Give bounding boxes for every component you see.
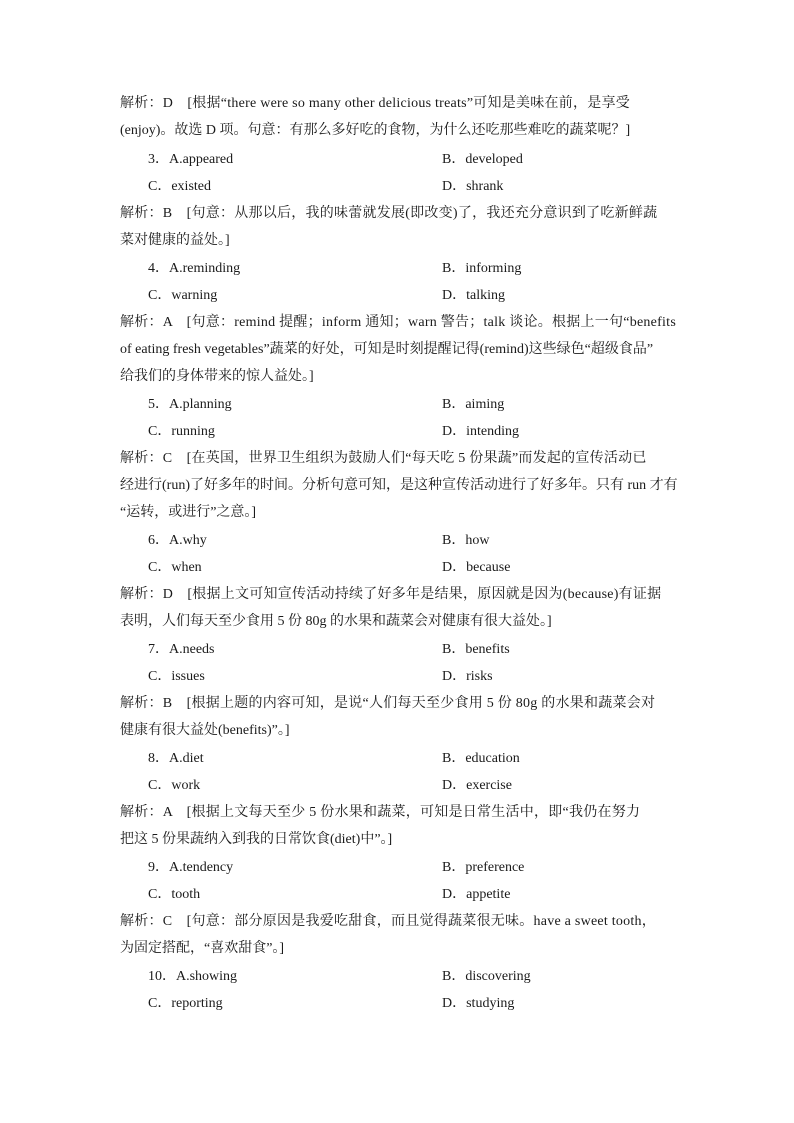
option-d: D．appetite — [442, 887, 511, 902]
question-row — [148, 667, 688, 687]
option-d: D．because — [442, 560, 511, 575]
option-c: C．when — [148, 560, 202, 575]
explanation-line: 解析：D [根据“there were so many other delicious treats”可知是美味在前，是享受 — [120, 96, 631, 111]
option-a: 10．A.showing — [148, 969, 238, 984]
option-c: C．issues — [148, 669, 205, 684]
option-a: 9．A.tendency — [148, 860, 234, 875]
question-row — [148, 150, 688, 170]
option-d: D．shrank — [442, 179, 504, 194]
explanation-line: 解析：A [根据上文每天至少 5 份水果和蔬菜，可知是日常生活中，即“我仍在努力 — [120, 805, 641, 820]
option-d: D．risks — [442, 669, 493, 684]
question-row — [148, 885, 688, 905]
question-row — [148, 259, 688, 279]
explanation-line: 经进行(run)了好多年的时间。分析句意可知，是这种宣传活动进行了好多年。只有 run 才有 — [120, 478, 678, 493]
option-d: D．talking — [442, 288, 505, 303]
explanation-line: 解析：C [句意：部分原因是我爱吃甜食，而且觉得蔬菜很无味。have a sweet tooth， — [120, 914, 657, 929]
option-a: 3．A.appeared — [148, 152, 234, 167]
option-b: B．education — [442, 751, 520, 766]
option-a: 6．A.why — [148, 533, 207, 548]
explanation-line: 解析：A [句意：remind 提醒；inform 通知；warn 警告；talk 谈论。根据上一句“benefits — [120, 315, 677, 330]
question-row — [148, 286, 688, 306]
explanation-line: 健康有很大益处(benefits)”。] — [120, 723, 290, 738]
question-row — [148, 967, 688, 987]
explanation-line: 解析：B [根据上题的内容可知，是说“人们每天至少食用 5 份 80g 的水果和蔬菜会对 — [120, 696, 656, 711]
question-row — [148, 776, 688, 796]
question-row — [148, 858, 688, 878]
option-c: C．running — [148, 424, 215, 439]
option-b: B．benefits — [442, 642, 510, 657]
explanation-line: 给我们的身体带来的惊人益处。] — [120, 369, 314, 384]
option-b: B．developed — [442, 152, 523, 167]
explanation-line: “运转，或进行”之意。] — [120, 505, 257, 520]
option-d: D．intending — [442, 424, 519, 439]
explanation-line: 菜对健康的益处。] — [120, 233, 230, 248]
explanation-line: of eating fresh vegetables”蔬菜的好处，可知是时刻提醒记得(remind)这些绿色“超级食品” — [120, 342, 654, 357]
explanation-line: 解析：B [句意：从那以后，我的味蕾就发展(即改变)了，我还充分意识到了吃新鲜蔬 — [120, 206, 658, 221]
option-c: C．tooth — [148, 887, 201, 902]
option-b: B．aiming — [442, 397, 505, 412]
option-b: B．discovering — [442, 969, 531, 984]
explanation-line: 解析：D [根据上文可知宣传活动持续了好多年是结果，原因就是因为(because)有证据 — [120, 587, 662, 602]
question-row — [148, 395, 688, 415]
option-c: C．work — [148, 778, 201, 793]
explanation-line: (enjoy)。故选 D 项。句意：有那么多好吃的食物，为什么还吃那些难吃的蔬菜呢？] — [120, 123, 631, 138]
option-b: B．preference — [442, 860, 525, 875]
explanation-line: 解析：C [在英国，世界卫生组织为鼓励人们“每天吃 5 份果蔬”而发起的宣传活动已 — [120, 451, 647, 466]
option-d: D．exercise — [442, 778, 512, 793]
explanation-line: 表明，人们每天至少食用 5 份 80g 的水果和蔬菜会对健康有很大益处。] — [120, 614, 552, 629]
question-row — [148, 640, 688, 660]
question-row — [148, 749, 688, 769]
option-a: 4．A.reminding — [148, 261, 241, 276]
option-d: D．studying — [442, 996, 515, 1011]
option-c: C．warning — [148, 288, 218, 303]
question-row — [148, 531, 688, 551]
question-row — [148, 558, 688, 578]
option-a: 7．A.needs — [148, 642, 215, 657]
option-b: B．how — [442, 533, 490, 548]
explanation-line: 把这 5 份果蔬纳入到我的日常饮食(diet)中”。] — [120, 832, 393, 847]
option-c: C．reporting — [148, 996, 223, 1011]
question-row — [148, 177, 688, 197]
question-row — [148, 422, 688, 442]
explanation-line: 为固定搭配，“喜欢甜食”。] — [120, 941, 285, 956]
option-a: 5．A.planning — [148, 397, 232, 412]
question-row — [148, 994, 688, 1014]
option-c: C．existed — [148, 179, 211, 194]
option-a: 8．A.diet — [148, 751, 204, 766]
option-b: B．informing — [442, 261, 522, 276]
